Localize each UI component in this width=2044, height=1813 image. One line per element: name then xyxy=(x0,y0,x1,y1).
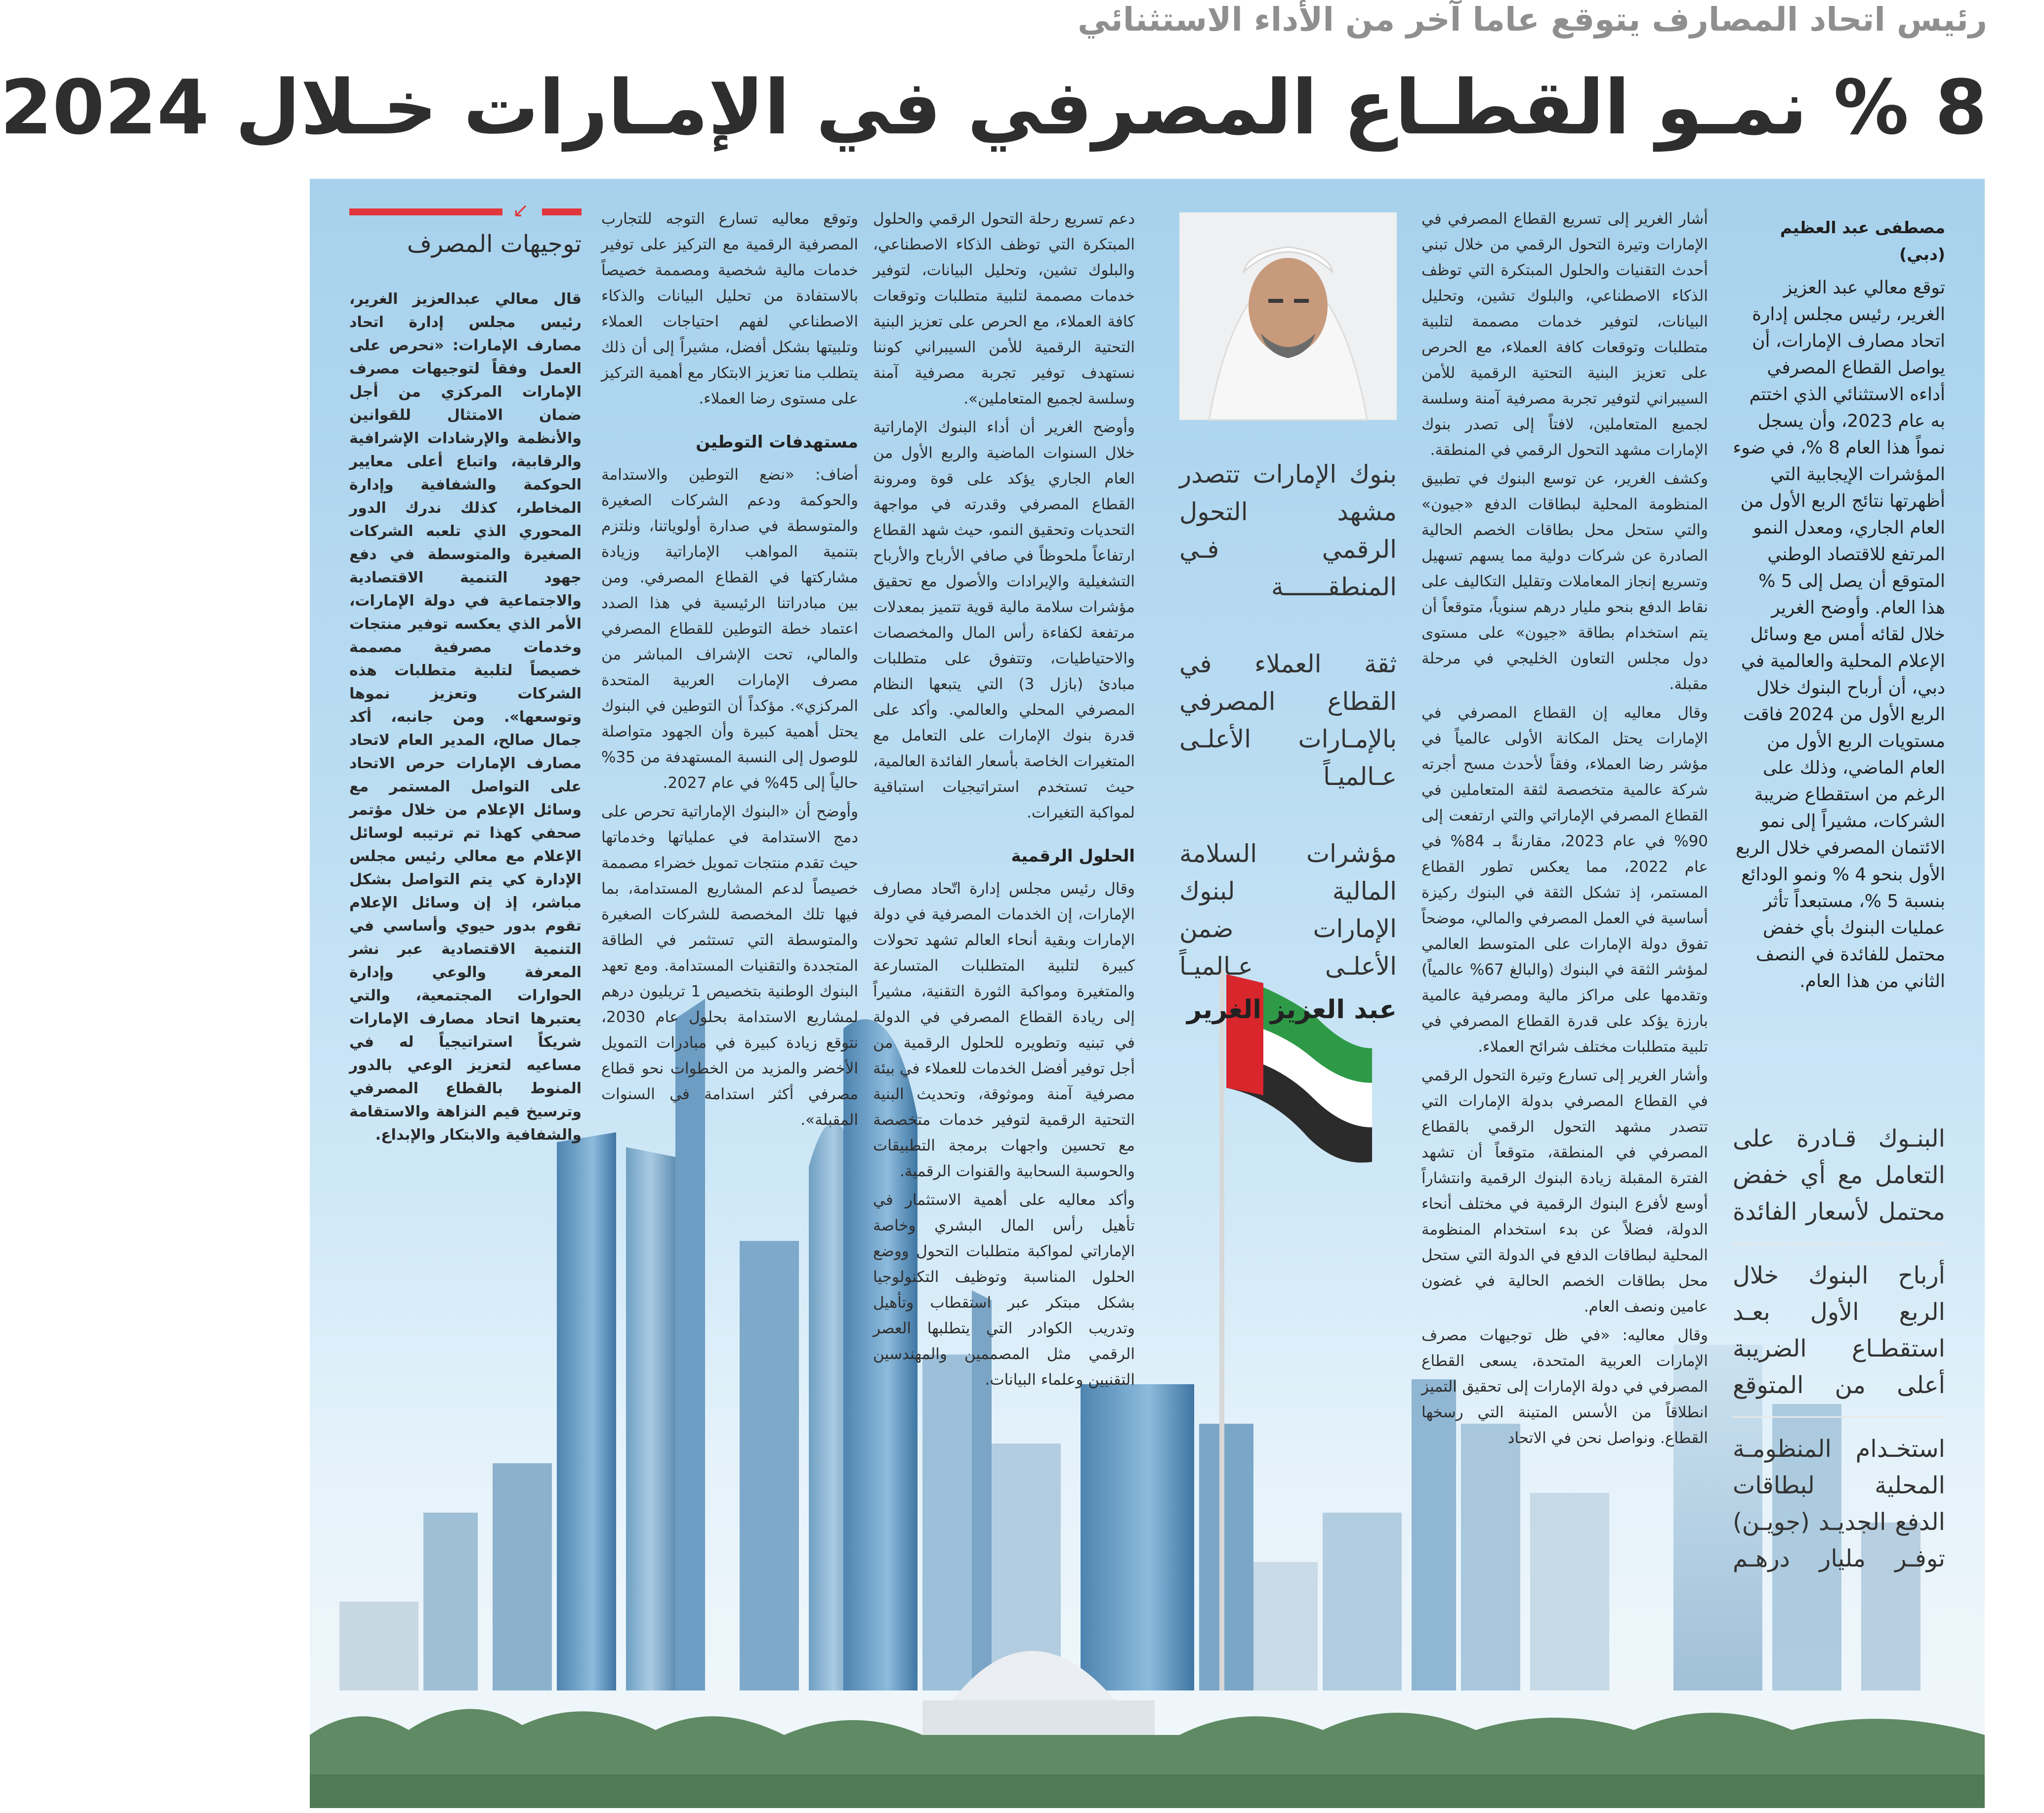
arrow-icon: ↙ xyxy=(512,199,529,222)
pullquote: استخـدام المنظومـة المحلية لبطاقات الدفع الجديـد (جويـن) توفـر مليار درهـم xyxy=(1733,1416,1945,1590)
pullquotes-mid xyxy=(1179,455,1397,1025)
pullquote: ثقة العملاء في القطاع المصرفي بالإمـارات الأعلـى عـالميـاً xyxy=(1179,650,1397,791)
article-column-2 xyxy=(1421,206,1708,1454)
portrait-photo xyxy=(1179,212,1397,420)
paragraph: أضاف: «نضع التوطين والاستدامة والحوكمة ودعم الشركات الصغيرة والمتوسطة في صدارة أولوياتنا، ونلتزم بتنمية المواهب الإماراتية وزيادة مشاركتها في القطاع المصرفي. ومن بين مبادراتنا الرئيسية في هذا الصدد اعتماد خطة التوطين للقطاع المصرفي والمالي، تحت الإشراف المباشر من مصرف الإمارات العربية المتحدة المركزي». مؤكداً أن التوطين في البنوك يحتل أهمية كبيرة وأن الجهود متواصلة للوصول إلى النسبة المستهدفة من 35% حالياً إلى 45% في عام 2027. xyxy=(601,466,858,792)
paragraph: وأوضح أن «البنوك الإماراتية تحرص على دمج الاستدامة في عملياتها وخدماتها حيث تقدم منتجات تمويل خضراء مصممة خصيصاً لدعم المشاريع المستدامة، بما فيها تلك المخصصة للشركات الصغيرة والمتوسطة التي تستثمر في الطاقة المتجددة والتقنيات المستدامة. ومع تعهد البنوك الوطنية بتخصيص 1 تريليون درهم لمشاريع الاستدامة بحلول عام 2030، نتوقع زيادة كبيرة في مبادرات التمويل الأخضر والمزيد من الخطوات نحو قطاع مصرفي أكثر استدامة في السنوات المقبلة». xyxy=(601,803,858,1129)
lead-text: توقع معالي عبد العزيز الغرير، رئيس مجلس إدارة اتحاد مصارف الإمارات، أن يواصل القطاع المصرفي أداءه الاستثنائي الذي اختتم به عام 2023، وأن يسجل نمواً هذا العام 8 %، في ضوء المؤشرات الإيجابية التي أظهرتها نتائج الربع الأول من العام الجاري، ومعدل النمو المرتفع للاقتصاد الوطني المتوقع أن يصل إلى 5 % هذا العام. وأوضح الغرير خلال لقائه أمس مع وسائل الإعلام المحلية والعالمية في دبي، أن أرباح البنوك خلال الربع الأول من 2024 فاقت مستويات الربع الأول من العام الماضي، وذلك على الرغم من استقطاع ضريبة الشركات، مشيراً إلى نمو الائتمان المصرفي خلال الربع الأول بنحو 4 % ونمو الودائع بنسبة 5 %، مستبعداً تأثر عمليات البنوك بأي خفض محتمل للفائدة في النصف الثاني من هذا العام. xyxy=(1733,278,1945,991)
article-column-4 xyxy=(601,206,858,1136)
paragraph: وقال معاليه إن القطاع المصرفي في الإمارات يحتل المكانة الأولى عالمياً في مؤشر رضا العملاء، وفقاً لأحدث مسح أجرته شركة عالمية متخصصة لثقة المتعاملين في القطاع المصرفي الإماراتي والتي ارتفعت إلى 90% في عام 2023، مقارنةً بـ 84% في عام 2022، مما يعكس تطور القطاع المستمر، إذ تشكل الثقة في البنوك ركيزة أساسية في العمل المصرفي والمالي، موضحاً تفوق دولة الإمارات على المتوسط العالمي لمؤشر الثقة في البنوك (والبالغ 67% عالمياً) وتقدمها على مراكز مالية ومصرفية عالمية بارزة يؤكد على قدرة القطاع المصرفي في تلبية متطلبات مختلف شرائح العملاء. xyxy=(1421,704,1709,1056)
sidebar-text: قال معالي عبدالعزيز الغرير، رئيس مجلس إدارة اتحاد مصارف الإمارات: «نحرص على العمل وفقاً لتوجيهات مصرف الإمارات المركزي من أجل ضمان الامتثال للقوانين والأنظمة والإرشادات الإشرافية والرقابية، واتباع أعلى معايير الحوكمة والشفافية وإدارة المخاطر، كذلك ندرك الدور المحوري الذي تلعبه الشركات الصغيرة والمتوسطة في دفع جهود التنمية الاقتصادية والاجتماعية في دولة الإمارات، الأمر الذي يعكسه توفير منتجات وخدمات مصرفية مصممة خصيصاً لتلبية متطلبات هذه الشركات وتعزيز نموها وتوسعها». ومن جانبه، أكد جمال صالح، المدير العام لاتحاد مصارف الإمارات حرص الاتحاد على التواصل المستمر مع وسائل الإعلام من خلال مؤتمر صحفي كهذا تم ترتيبه لوسائل الإعلام مع معالي رئيس مجلس الإدارة كي يتم التواصل بشكل مباشر، إذ إن وسائل الإعلام تقوم بدور حيوي وأساسي في التنمية الاقتصادية عبر نشر المعرفة والوعي وإدارة الحوارات المجتمعية، والتي يعتبرها اتحاد مصارف الإمارات شريكاً استراتيجياً له في مساعيه لتعزيز الوعي بالدور المنوط بالقطاع المصرفي وترسيخ قيم النزاهة والاستقامة والشفافية والابتكار والإبداع. xyxy=(349,290,582,1144)
pullquote: بنوك الإمارات تتصدر مشهد التحول الرقمي فـي المنطقــــــة xyxy=(1179,460,1397,601)
paragraph: وقال معاليه: «في ظل توجيهات مصرف الإمارات العربية المتحدة، يسعى القطاع المصرفي في دولة الإمارات إلى تحقيق التميز انطلاقاً من الأسس المتينة التي رسخها القطاع. ونواصل نحن في الاتحاد xyxy=(1421,1326,1708,1447)
sidebar-box xyxy=(349,199,582,1147)
pullquote: مؤشرات السلامة المالية لبنوك الإمارات ضمن الأعلـى عـالميـاً xyxy=(1179,839,1397,981)
paragraph: وأوضح الغرير أن أداء البنوك الإماراتية خلال السنوات الماضية والربع الأول من العام الجاري يؤكد على قوة ومرونة القطاع المصرفي وقدرته في مواجهة التحديات وتحقيق النمو، حيث شهد القطاع ارتفاعاً ملحوظاً في صافي الأرباح والأرباح التشغيلية والإيرادات والأصول مع تحقيق مؤشرات سلامة مالية قوية تتميز بمعدلات مرتفعة لكفاءة رأس المال والمخصصات والاحتياطيات، وتتفوق على متطلبات مبادئ (بازل 3) التي يتبعها النظام المصرفي المحلي والعالمي. وأكد على قدرة بنوك الإمارات على التعامل مع المتغيرات الخاصة بأسعار الفائدة العالمية، حيث تستخدم استراتيجيات استباقية لمواكبة التغيرات. xyxy=(873,418,1135,822)
paragraph: وتوقع معاليه تسارع التوجه للتجارب المصرفية الرقمية مع التركيز على توفير خدمات مالية شخصية ومصممة خصيصاً بالاستفادة من تحليل البيانات والذكاء الاصطناعي لفهم احتياجات العملاء وتلبيتها بشكل أفضل، مشيراً إلى أن ذلك يتطلب منا تعزيز الابتكار مع أهمية التركيز على مستوى رضا العملاء. xyxy=(601,210,858,408)
article-panel xyxy=(310,179,1985,1808)
paragraph: وقال رئيس مجلس إدارة اتّحاد مصارف الإمارات، إن الخدمات المصرفية في دولة الإمارات وبقية أنحاء العالم تشهد تحولات كبيرة لتلبية المتطلبات المتسارعة والمتغيرة ومواكبة الثورة التقنية، مشيراً إلى ريادة القطاع المصرفي في الدولة في تبنيه وتطويره للحلول الرقمية من أجل توفير أفضل الخدمات للعملاء في بيئة مصرفية آمنة وموثوقة، وتحديث البنية التحتية الرقمية لتوفير خدمات متخصصة مع تحسين واجهات برمجة التطبيقات والحوسبة السحابية والقنوات الرقمية. xyxy=(873,880,1135,1180)
article-column-3 xyxy=(873,206,1135,1396)
headline: 8 % نمـو القطـاع المصرفي في الإمـارات خـلال 2024 xyxy=(0,64,1987,151)
paragraph: وكشف الغرير، عن توسع البنوك في تطبيق المنظومة المحلية لبطاقات الدفع «جيون» والتي ستحل محل بطاقات الخصم الحالية الصادرة عن شركات دولية مما يسهم تسهيل وتسريع إنجاز المعاملات وتقليل التكاليف على نقاط الدفع بنحو مليار درهم سنوياً، متوقعاً أن يتم استخدام بطاقة «جيون» على مستوى دول مجلس التعاون الخليجي في مرحلة مقبلة. xyxy=(1421,470,1708,693)
subheading: الحلول الرقمية xyxy=(1011,846,1135,866)
lead-column xyxy=(1733,214,1945,995)
sidebar-title: توجيهات المصرف xyxy=(407,230,582,258)
portrait-figure-icon xyxy=(1179,212,1397,420)
paragraph: دعم تسريع رحلة التحول الرقمي والحلول المبتكرة التي توظف الذكاء الاصطناعي، والبلوك تشين، وتحليل البيانات، لتوفير خدمات مصممة لتلبية متطلبات وتوقعات كافة العملاء، مع الحرص على تعزيز البنية التحتية الرقمية للأمن السيبراني كوننا نستهدف توفير تجربة مصرفية آمنة وسلسة لجميع المتعاملين». xyxy=(873,210,1135,408)
paragraph: وأكد معاليه على أهمية الاستثمار في تأهيل رأس المال البشري وخاصة الإماراتي لمواكبة متطلبات التحول ووضع الحلول المناسبة وتوظيف التكنولوجيا بشكل مبتكر عبر استقطاب وتأهيل وتدريب الكوادر التي يتطلبها العصر الرقمي مثل المصممين والمهندسين التقنيين وعلماء البيانات. xyxy=(873,1191,1135,1389)
subheading: مستهدفات التوطين xyxy=(696,432,858,452)
pullquote: أرباح البنوك خلال الربع الأول بعـد استقطـاع الضريبة أعلى من المتوقع xyxy=(1733,1243,1945,1416)
quote-attribution: عبد العزيز الغرير xyxy=(1187,995,1397,1025)
sidebar-accent-bar xyxy=(349,199,582,222)
pullquote: البنـوك قـادرة على التعامل مع أي خفض محتمل لأسعار الفائدة xyxy=(1733,1125,1945,1226)
kicker: رئيس اتحاد المصارف يتوقع عاما آخر من الأداء الاستثنائي xyxy=(1078,0,1987,39)
byline: مصطفى عبد العظيم (دبي) xyxy=(1780,218,1945,264)
paragraph: أشار الغرير إلى تسريع القطاع المصرفي في الإمارات وتيرة التحول الرقمي من خلال تبني أحدث التقنيات والحلول المبتكرة التي توظف الذكاء الاصطناعي، والبلوك تشين، وتحليل البيانات، لتوفير خدمات مصممة لتلبية متطلبات وتوقعات كافة العملاء، مع الحرص على تعزيز البنية التحتية الرقمية للأمن السيبراني لتوفير تجربة مصرفية آمنة وسلسة لجميع المتعاملين، لافتاً إلى تصدر بنوك الإمارات مشهد التحول الرقمي في المنطقة. xyxy=(1421,210,1708,459)
pullquotes-right xyxy=(1733,1108,1945,1590)
paragraph: وأشار الغرير إلى تسارع وتيرة التحول الرقمي في القطاع المصرفي بدولة الإمارات التي تتصدر مشهد التحول الرقمي بالقطاع المصرفي في المنطقة، متوقعاً أن تشهد الفترة المقبلة زيادة البنوك الرقمية وانتشاراً أوسع لأفرع البنوك الرقمية في مختلف أنحاء الدولة، فضلاً عن بدء استخدام المنظومة المحلية لبطاقات الدفع في الدولة التي ستحل محل بطاقات الخصم الحالية في غضون عامين ونصف العام. xyxy=(1421,1067,1708,1316)
